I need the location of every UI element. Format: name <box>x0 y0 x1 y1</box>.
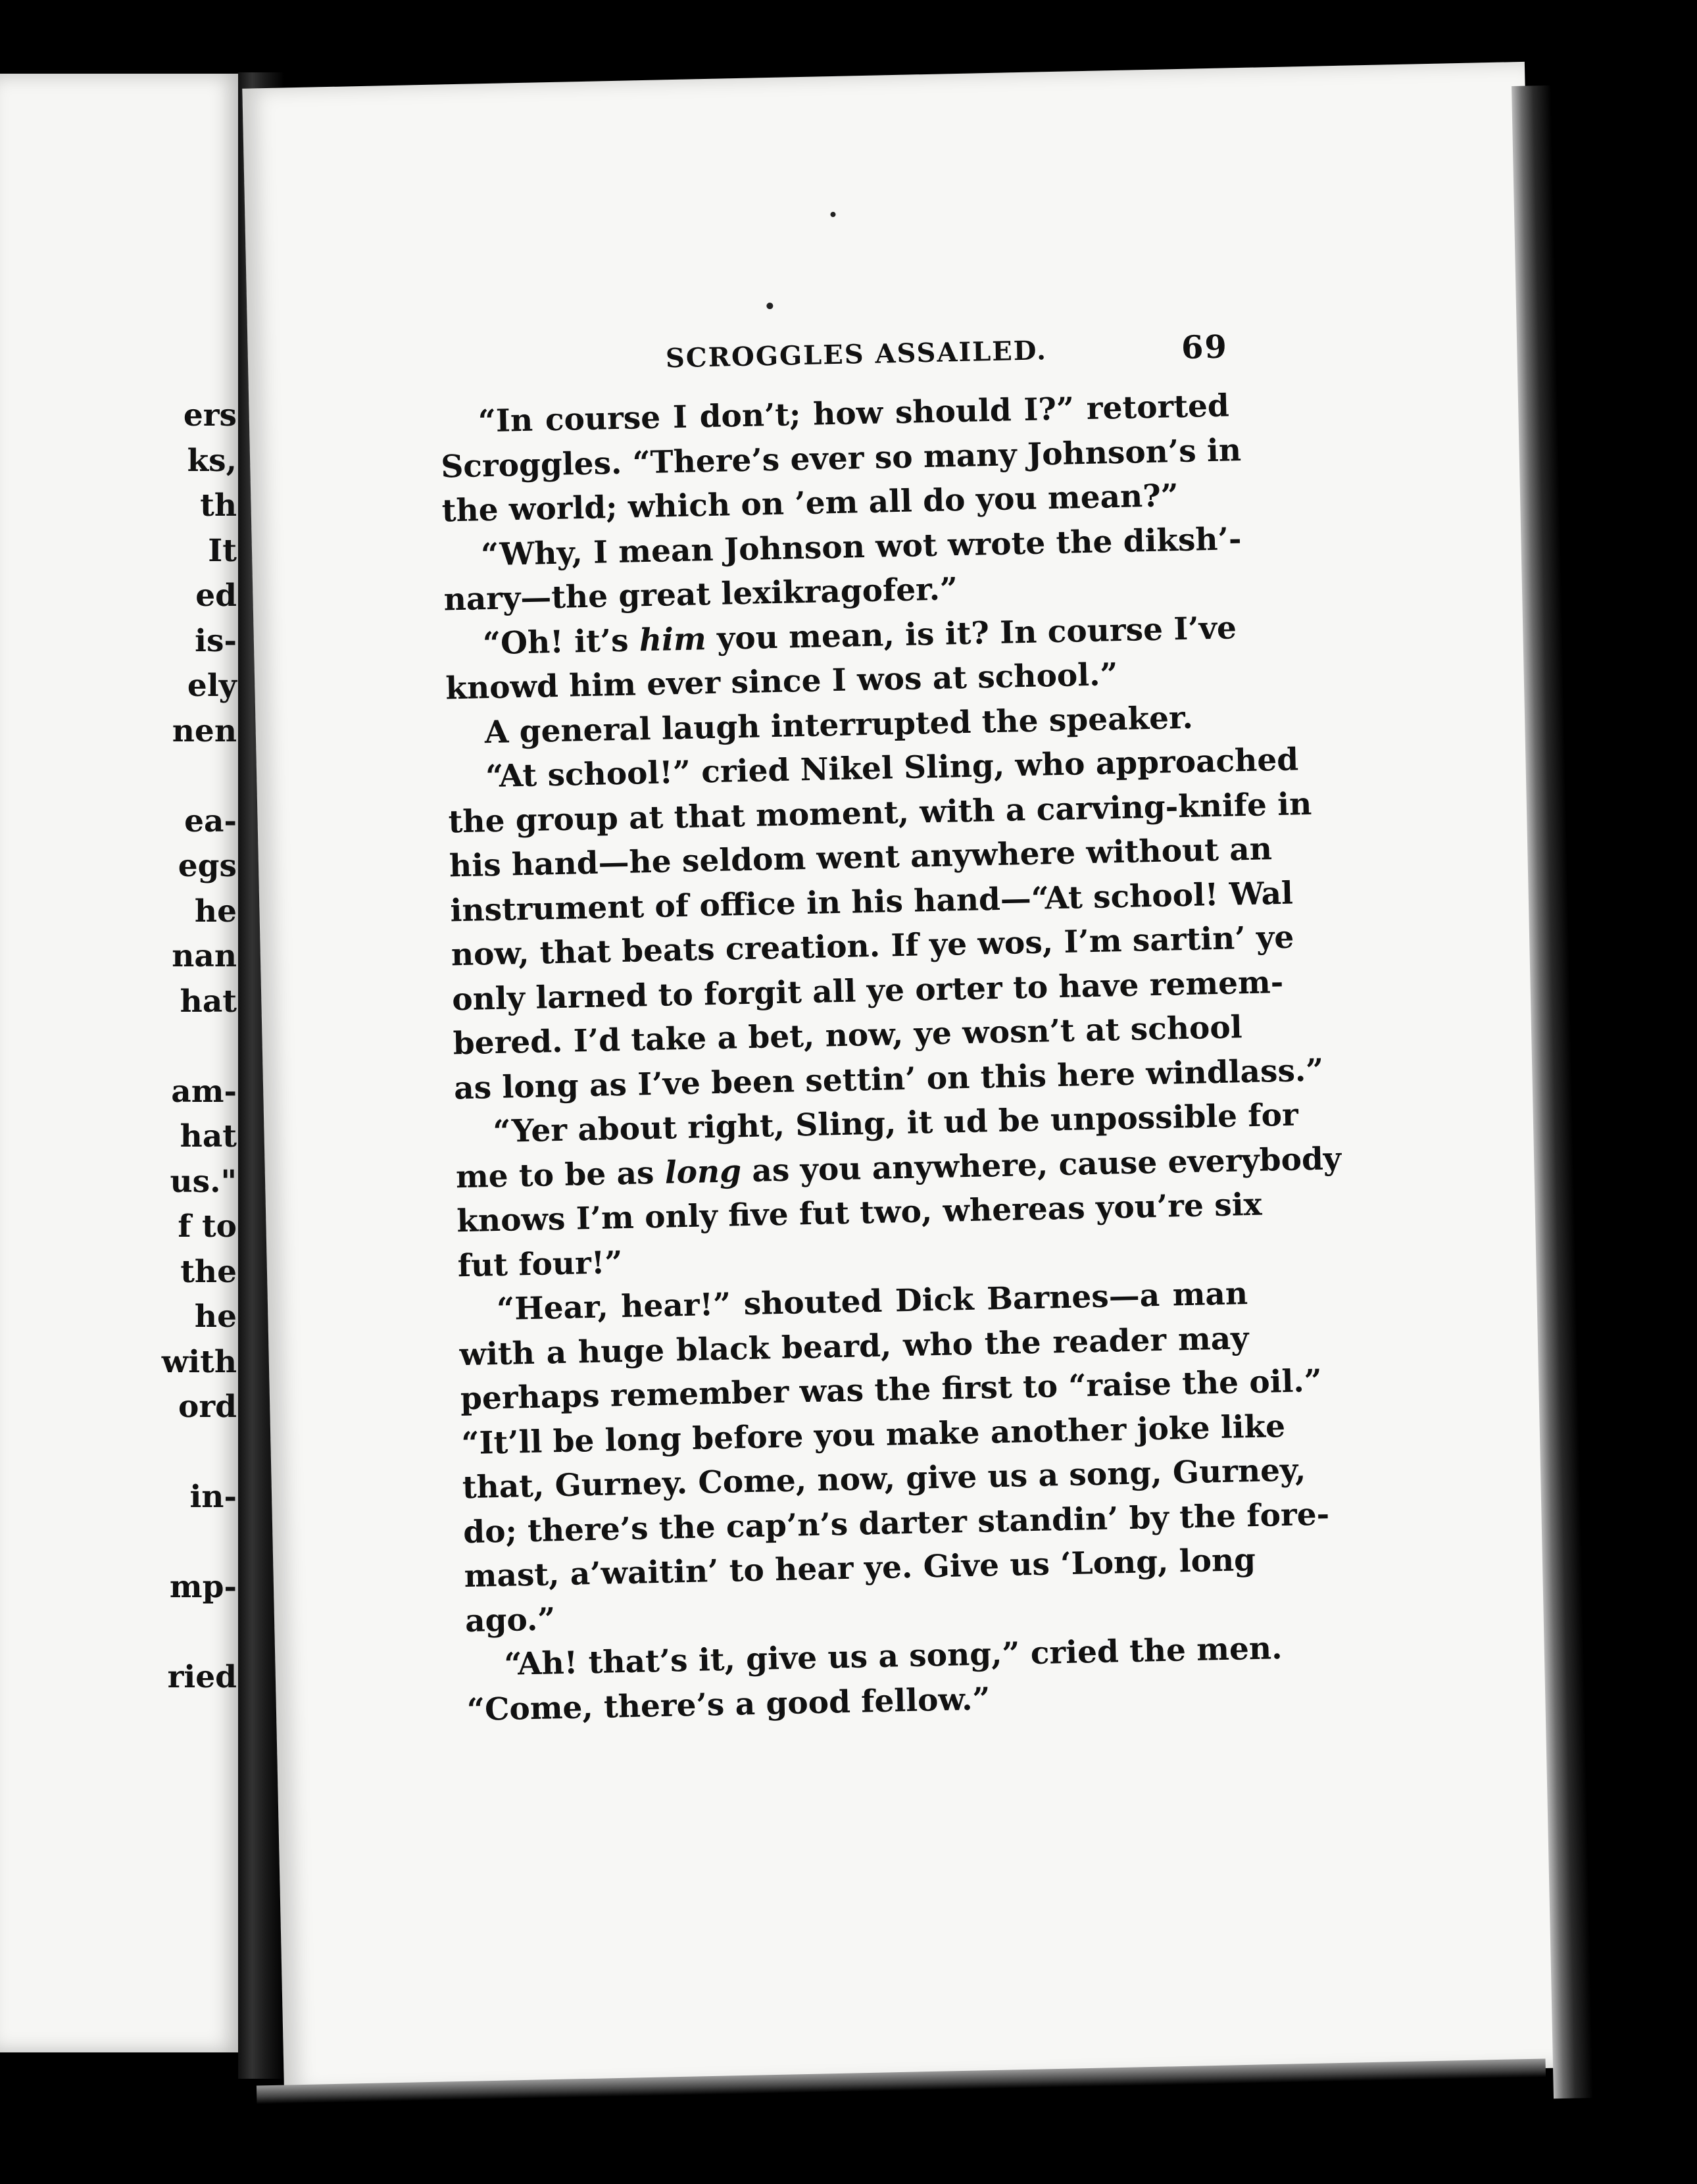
text-line: “Come, there’s a good fellow.” <box>466 1680 991 1728</box>
left-page-fragment: hat <box>180 983 237 1020</box>
left-page-fragment: egs <box>178 848 237 884</box>
text-line: “Hear, hear!” shouted Dick Barnes—a man <box>496 1276 1248 1328</box>
speck-mark <box>830 212 835 217</box>
text-segment: you mean, is it? In course I’ve <box>706 609 1237 657</box>
left-page-fragment: with <box>161 1343 237 1380</box>
text-line: mast, a’waitin’ to hear ye. Give us ‘Long, long <box>464 1541 1256 1595</box>
left-page-fragment: th <box>200 487 237 524</box>
text-line: “In course I don’t; how should I?” retorted <box>478 387 1230 440</box>
text-segment: “Yer about right, Sling, it ud be unpossible for <box>492 1097 1299 1151</box>
left-facing-page <box>0 74 242 2052</box>
text-line: ago.” <box>464 1601 556 1639</box>
text-segment: knowd him ever since I wos at school.” <box>445 657 1119 707</box>
text-line: “At school!” cried Nikel Sling, who approached <box>485 741 1299 795</box>
left-page-fragment: mp- <box>169 1569 237 1605</box>
paragraph <box>458 1272 1330 1643</box>
left-page-fragment <box>162 1430 237 1476</box>
body-text <box>439 384 1342 1732</box>
left-page-fragment: ely <box>187 668 237 704</box>
paragraph <box>447 739 1324 1110</box>
text-line: “Why, I mean Johnson wot wrote the diksh’- <box>480 520 1242 573</box>
text-line: bered. I’d take a bet, now, ye wosn’t at school <box>453 1009 1243 1062</box>
speck-mark <box>766 303 773 309</box>
text-line: as long as I’ve been settin’ on this here windlass.” <box>453 1052 1324 1106</box>
text-line: his hand—he seldom went anywhere without an <box>449 831 1273 885</box>
left-page-fragment: he <box>194 893 237 930</box>
left-page-fragment: ea- <box>184 803 237 839</box>
paragraph <box>439 384 1242 534</box>
left-page-fragment: am- <box>171 1073 237 1110</box>
text-line: “Ah! that’s it, give us a song,” cried the men. <box>503 1630 1283 1683</box>
left-page-fragment: It <box>208 532 237 569</box>
left-page-fragment: us." <box>170 1163 237 1200</box>
text-line: do; there’s the cap’n’s darter standin’ by the fore- <box>462 1496 1330 1551</box>
left-page-fragment: the <box>180 1253 237 1290</box>
text-line: nary—the great lexikragofer.” <box>443 571 958 618</box>
text-segment: as you anywhere, cause everybody <box>741 1140 1342 1189</box>
text-line: the world; which on ’em all do you mean?” <box>441 478 1179 530</box>
italic-word: long <box>664 1153 742 1191</box>
left-page-fragment <box>162 754 237 799</box>
left-page-fragment: ed <box>195 578 237 614</box>
text-segment: knows I’m only five fut two, whereas you’re six <box>456 1186 1263 1240</box>
paragraph <box>444 606 1235 711</box>
text-line: A general laugh interrupted the speaker. <box>484 699 1194 751</box>
left-page-fragment: ried <box>167 1659 237 1695</box>
text-line: only larned to forgit all ye orter to have remem- <box>451 964 1284 1018</box>
text-line: Scroggles. “There’s ever so many Johnson’s in <box>440 432 1242 485</box>
text-line: with a huge black beard, who the reader may <box>459 1320 1249 1373</box>
left-page-fragment: nen <box>172 712 237 749</box>
left-page-fragment <box>162 1024 237 1070</box>
left-page-fragment <box>162 1520 237 1566</box>
text-segment: “Oh! it’s <box>482 622 640 662</box>
text-segment: me to be as <box>455 1154 666 1195</box>
left-page-fragment <box>162 1610 237 1656</box>
text-line: perhaps remember was the first to “raise the oil.” <box>460 1362 1323 1418</box>
left-page-fragment: ord <box>178 1389 237 1425</box>
left-page-fragment: f to <box>178 1208 237 1245</box>
left-page-fragment: ks, <box>187 442 237 479</box>
text-line: now, that beats creation. If ye wos, I’m sartin’ ye <box>451 919 1294 974</box>
text-line: instrument of office in his hand—“At school! Wal <box>449 875 1294 929</box>
left-page-fragment: nan <box>172 938 237 974</box>
left-page-fragment: hat <box>180 1118 237 1154</box>
left-page-fragment: in- <box>189 1479 237 1515</box>
left-page-fragment: ers <box>183 397 237 434</box>
page-text <box>439 328 1342 1732</box>
paragraph <box>466 1627 1283 1732</box>
text-line: that, Gurney. Come, now, give us a song, Gurney, <box>462 1452 1306 1506</box>
italic-word: him <box>639 620 707 658</box>
paragraph <box>455 1094 1342 1288</box>
running-head-title: SCROGGLES ASSAILED. <box>665 335 1048 374</box>
left-page-fragment: is- <box>195 622 237 659</box>
right-page <box>242 62 1566 2095</box>
text-segment: fut four!” <box>457 1244 623 1284</box>
paragraph <box>443 517 1242 622</box>
page-number: 69 <box>1181 328 1229 366</box>
text-line: the group at that moment, with a carving-knife in <box>448 785 1312 840</box>
text-line: “It’ll be long before you make another joke like <box>460 1408 1286 1462</box>
left-page-text-fragments <box>162 393 237 1700</box>
left-page-fragment: he <box>194 1299 237 1335</box>
